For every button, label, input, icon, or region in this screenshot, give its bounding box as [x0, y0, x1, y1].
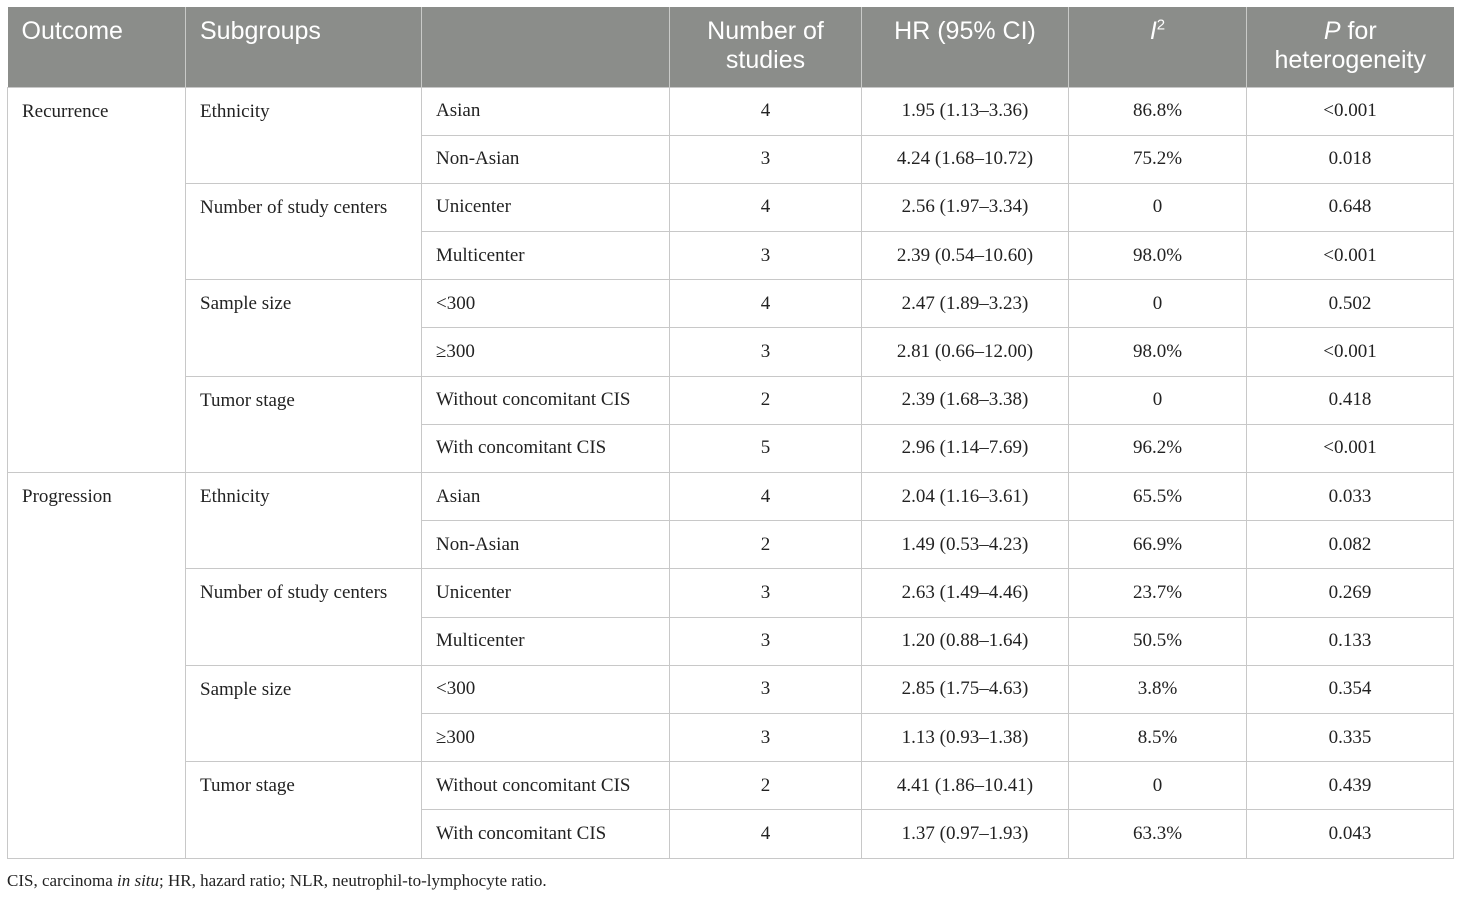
header-blank — [422, 7, 670, 87]
level-cell: Non-Asian — [422, 135, 670, 183]
outcome-cell: Recurrence — [8, 87, 186, 473]
table-row — [8, 473, 1454, 521]
hr-cell: 2.39 (1.68–3.38) — [862, 376, 1069, 424]
number-of-studies-cell: 4 — [670, 810, 862, 858]
header-i2-base: I — [1149, 17, 1157, 45]
p-value-cell: <0.001 — [1247, 328, 1454, 376]
p-value-cell: 0.269 — [1247, 569, 1454, 617]
level-cell: ≥300 — [422, 713, 670, 761]
level-cell: With concomitant CIS — [422, 810, 670, 858]
table-row — [8, 280, 1454, 328]
header-hr: HR (95% CI) — [862, 7, 1069, 87]
i2-cell: 3.8% — [1069, 665, 1247, 713]
i2-cell: 75.2% — [1069, 135, 1247, 183]
number-of-studies-cell: 2 — [670, 376, 862, 424]
level-cell: Without concomitant CIS — [422, 762, 670, 810]
subgroup-cell: Tumor stage — [186, 376, 422, 472]
table-body — [8, 87, 1454, 858]
p-value-cell: 0.439 — [1247, 762, 1454, 810]
level-cell: ≥300 — [422, 328, 670, 376]
hr-cell: 1.37 (0.97–1.93) — [862, 810, 1069, 858]
i2-cell: 98.0% — [1069, 232, 1247, 280]
footnote-italic: in situ — [117, 871, 160, 890]
number-of-studies-cell: 5 — [670, 424, 862, 472]
number-of-studies-cell: 4 — [670, 87, 862, 135]
p-value-cell: 0.335 — [1247, 713, 1454, 761]
footnote-part1: CIS, carcinoma — [7, 871, 117, 890]
i2-cell: 23.7% — [1069, 569, 1247, 617]
p-value-cell: <0.001 — [1247, 424, 1454, 472]
subgroup-cell: Number of study centers — [186, 569, 422, 665]
level-cell: Multicenter — [422, 232, 670, 280]
hr-cell: 2.63 (1.49–4.46) — [862, 569, 1069, 617]
i2-cell: 50.5% — [1069, 617, 1247, 665]
subgroup-cell: Ethnicity — [186, 87, 422, 183]
number-of-studies-cell: 4 — [670, 183, 862, 231]
hr-cell: 1.20 (0.88–1.64) — [862, 617, 1069, 665]
header-i2-sup: 2 — [1156, 16, 1166, 34]
number-of-studies-cell: 4 — [670, 280, 862, 328]
subgroup-analysis-table — [7, 7, 1454, 859]
hr-cell: 1.13 (0.93–1.38) — [862, 713, 1069, 761]
hr-cell: 2.47 (1.89–3.23) — [862, 280, 1069, 328]
p-value-cell: 0.082 — [1247, 521, 1454, 569]
table-row — [8, 665, 1454, 713]
i2-cell: 96.2% — [1069, 424, 1247, 472]
number-of-studies-cell: 3 — [670, 328, 862, 376]
level-cell: Unicenter — [422, 569, 670, 617]
i2-cell: 66.9% — [1069, 521, 1247, 569]
table-row — [8, 183, 1454, 231]
level-cell: With concomitant CIS — [422, 424, 670, 472]
hr-cell: 4.41 (1.86–10.41) — [862, 762, 1069, 810]
number-of-studies-cell: 3 — [670, 665, 862, 713]
i2-cell: 63.3% — [1069, 810, 1247, 858]
hr-cell: 2.56 (1.97–3.34) — [862, 183, 1069, 231]
p-value-cell: 0.418 — [1247, 376, 1454, 424]
header-row — [8, 7, 1454, 87]
p-value-cell: 0.033 — [1247, 473, 1454, 521]
i2-cell: 86.8% — [1069, 87, 1247, 135]
p-value-cell: 0.354 — [1247, 665, 1454, 713]
p-value-cell: 0.133 — [1247, 617, 1454, 665]
hr-cell: 2.81 (0.66–12.00) — [862, 328, 1069, 376]
header-outcome: Outcome — [8, 7, 186, 87]
i2-cell: 0 — [1069, 280, 1247, 328]
header-p-italic: P — [1323, 17, 1341, 45]
table-row — [8, 569, 1454, 617]
table-row — [8, 87, 1454, 135]
header-subgroups: Subgroups — [186, 7, 422, 87]
header-i2 — [1069, 7, 1247, 87]
level-cell: <300 — [422, 280, 670, 328]
hr-cell: 1.49 (0.53–4.23) — [862, 521, 1069, 569]
p-value-cell: <0.001 — [1247, 87, 1454, 135]
i2-cell: 65.5% — [1069, 473, 1247, 521]
i2-cell: 0 — [1069, 183, 1247, 231]
number-of-studies-cell: 2 — [670, 521, 862, 569]
hr-cell: 1.95 (1.13–3.36) — [862, 87, 1069, 135]
subgroup-cell: Sample size — [186, 280, 422, 376]
hr-cell: 2.96 (1.14–7.69) — [862, 424, 1069, 472]
hr-cell: 2.39 (0.54–10.60) — [862, 232, 1069, 280]
number-of-studies-cell: 3 — [670, 713, 862, 761]
number-of-studies-cell: 4 — [670, 473, 862, 521]
level-cell: Non-Asian — [422, 521, 670, 569]
table-row — [8, 376, 1454, 424]
number-of-studies-cell: 3 — [670, 569, 862, 617]
subgroup-cell: Tumor stage — [186, 762, 422, 858]
outcome-cell: Progression — [8, 473, 186, 859]
i2-cell: 0 — [1069, 762, 1247, 810]
subgroup-analysis-table-container — [7, 7, 1453, 859]
hr-cell: 2.85 (1.75–4.63) — [862, 665, 1069, 713]
level-cell: Asian — [422, 473, 670, 521]
hr-cell: 2.04 (1.16–3.61) — [862, 473, 1069, 521]
table-footnote — [7, 871, 547, 891]
i2-cell: 98.0% — [1069, 328, 1247, 376]
level-cell: <300 — [422, 665, 670, 713]
subgroup-cell: Sample size — [186, 665, 422, 761]
header-p-rest: for heterogeneity — [1274, 17, 1426, 74]
header-number-of-studies: Number of studies — [670, 7, 862, 87]
number-of-studies-cell: 3 — [670, 232, 862, 280]
number-of-studies-cell: 2 — [670, 762, 862, 810]
level-cell: Unicenter — [422, 183, 670, 231]
level-cell: Asian — [422, 87, 670, 135]
table-row — [8, 762, 1454, 810]
level-cell: Without concomitant CIS — [422, 376, 670, 424]
i2-cell: 0 — [1069, 376, 1247, 424]
p-value-cell: <0.001 — [1247, 232, 1454, 280]
level-cell: Multicenter — [422, 617, 670, 665]
subgroup-cell: Number of study centers — [186, 183, 422, 279]
i2-cell: 8.5% — [1069, 713, 1247, 761]
p-value-cell: 0.043 — [1247, 810, 1454, 858]
p-value-cell: 0.648 — [1247, 183, 1454, 231]
subgroup-cell: Ethnicity — [186, 473, 422, 569]
footnote-part2: ; HR, hazard ratio; NLR, neutrophil-to-lymphocyte ratio. — [159, 871, 547, 890]
p-value-cell: 0.502 — [1247, 280, 1454, 328]
header-p-heterogeneity — [1247, 7, 1454, 87]
number-of-studies-cell: 3 — [670, 617, 862, 665]
number-of-studies-cell: 3 — [670, 135, 862, 183]
p-value-cell: 0.018 — [1247, 135, 1454, 183]
hr-cell: 4.24 (1.68–10.72) — [862, 135, 1069, 183]
